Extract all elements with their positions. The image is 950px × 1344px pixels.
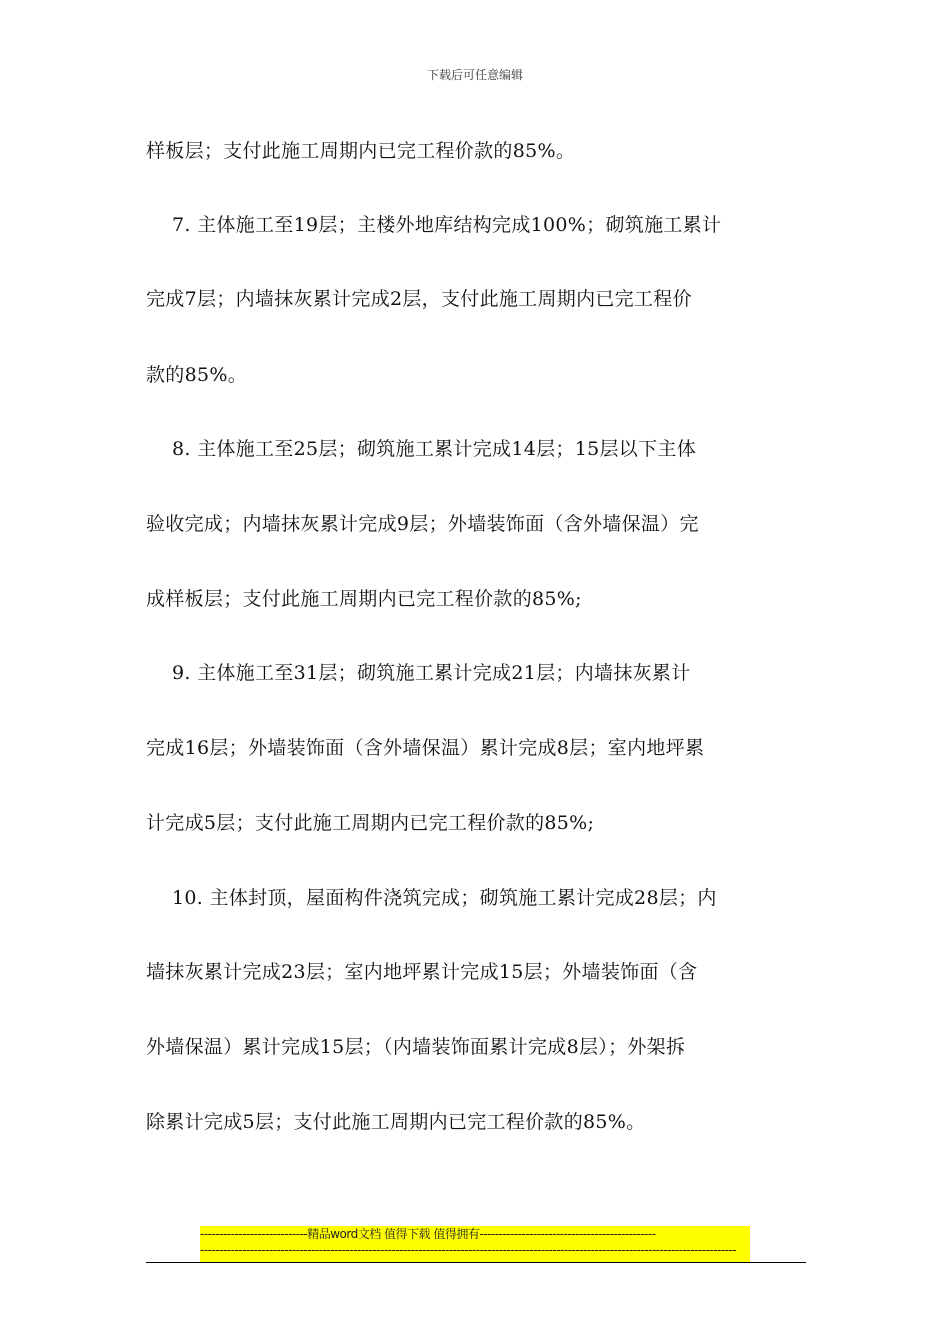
footer-banner [200,1226,750,1262]
list-item-10-line-3: 外墙保温）累计完成15层；（内墙装饰面累计完成8层）；外架拆 [146,1036,686,1058]
footer-banner-line-2: -------------------------------------------------------------------------------------------------------------------------------------------- [200,1243,737,1257]
list-item-10-line-4: 除累计完成5层；支付此施工周期内已完工程价款的85%。 [146,1111,646,1133]
list-item-10-line-2: 墙抹灰累计完成23层；室内地坪累计完成15层；外墙装饰面（含 [146,961,698,983]
list-item-7-line-1: 7. 主体施工至19层；主楼外地库结构完成100%；砌筑施工累计 [172,214,722,236]
list-item-8-line-3: 成样板层；支付此施工周期内已完工程价款的85%; [146,588,582,610]
list-item-10-line-1: 10. 主体封顶，屋面构件浇筑完成；砌筑施工累计完成28层；内 [172,887,717,909]
list-item-9-line-3: 计完成5层；支付此施工周期内已完工程价款的85%; [146,812,595,834]
page-header: 下载后可任意编辑 [426,68,523,82]
footer-banner-line-1: ----------------------------精品word文档 值得下载 值得拥有---------------------------------------------- [200,1227,656,1241]
list-item-9-line-2: 完成16层；外墙装饰面（含外墙保温）累计完成8层；室内地坪累 [146,737,705,759]
text-line: 样板层；支付此施工周期内已完工程价款的85%。 [146,140,576,162]
list-item-9-line-1: 9. 主体施工至31层；砌筑施工累计完成21层；内墙抹灰累计 [172,662,691,684]
list-item-7-line-2: 完成7层；内墙抹灰累计完成2层，支付此施工周期内已完工程价 [146,288,692,310]
footer-divider [146,1262,806,1263]
list-item-8-line-1: 8. 主体施工至25层；砌筑施工累计完成14层；15层以下主体 [172,438,696,460]
list-item-7-line-3: 款的85%。 [146,364,248,386]
list-item-8-line-2: 验收完成；内墙抹灰累计完成9层；外墙装饰面（含外墙保温）完 [146,513,699,535]
